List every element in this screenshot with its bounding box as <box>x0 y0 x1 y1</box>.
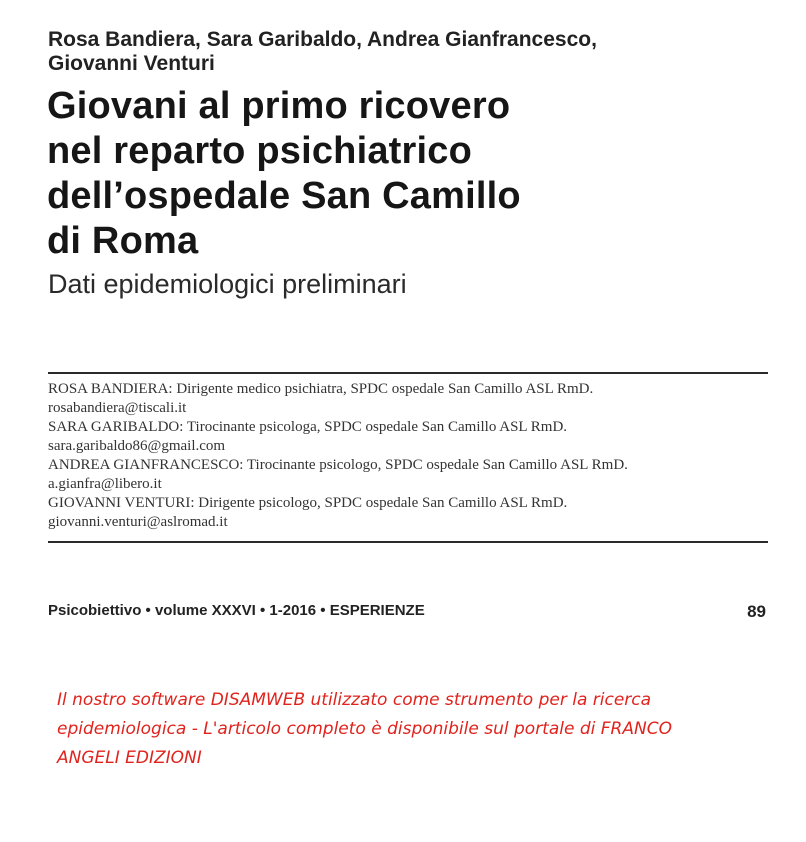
title-line: Giovani al primo ricovero <box>47 85 511 127</box>
journal-reference: Psicobiettivo • volume XXXVI • 1-2016 • ESPERIENZE <box>48 602 425 619</box>
page-number: 89 <box>747 602 766 621</box>
affiliation-email: a.gianfra@libero.it <box>48 476 162 492</box>
affiliation-email: giovanni.venturi@aslromad.it <box>48 514 228 530</box>
title-line: di Roma <box>47 220 199 262</box>
note-line: ANGELI EDIZIONI <box>57 748 202 768</box>
affiliation-line: ANDREA GIANFRANCESCO: Tirocinante psicologo, SPDC ospedale San Camillo ASL RmD. <box>48 457 628 473</box>
article-subtitle: Dati epidemiologici preliminari <box>48 269 407 299</box>
title-line: dell’ospedale San Camillo <box>47 175 521 217</box>
handwritten-note <box>57 686 777 773</box>
note-line: Il nostro software DISAMWEB utilizzato come strumento per la ricerca <box>57 690 652 710</box>
article-title <box>47 84 787 264</box>
divider-bottom <box>48 541 768 543</box>
affiliation-email: rosabandiera@tiscali.it <box>48 400 187 416</box>
authors-line: Giovanni Venturi <box>48 52 215 75</box>
title-line: nel reparto psichiatrico <box>47 130 473 172</box>
affiliation-line: SARA GARIBALDO: Tirocinante psicologa, SPDC ospedale San Camillo ASL RmD. <box>48 419 568 435</box>
affiliation-line: ROSA BANDIERA: Dirigente medico psichiatra, SPDC ospedale San Camillo ASL RmD. <box>48 381 594 397</box>
authors-line: Rosa Bandiera, Sara Garibaldo, Andrea Gianfrancesco, <box>48 28 597 51</box>
affiliation-email: sara.garibaldo86@gmail.com <box>48 438 226 454</box>
affiliation-line: GIOVANNI VENTURI: Dirigente psicologo, SPDC ospedale San Camillo ASL RmD. <box>48 495 568 511</box>
divider-top <box>48 372 768 374</box>
affiliations-block <box>48 380 768 532</box>
note-line: epidemiologica - L'articolo completo è disponibile sul portale di FRANCO <box>57 719 672 739</box>
page-footer <box>48 602 768 619</box>
authors-block <box>48 28 768 76</box>
